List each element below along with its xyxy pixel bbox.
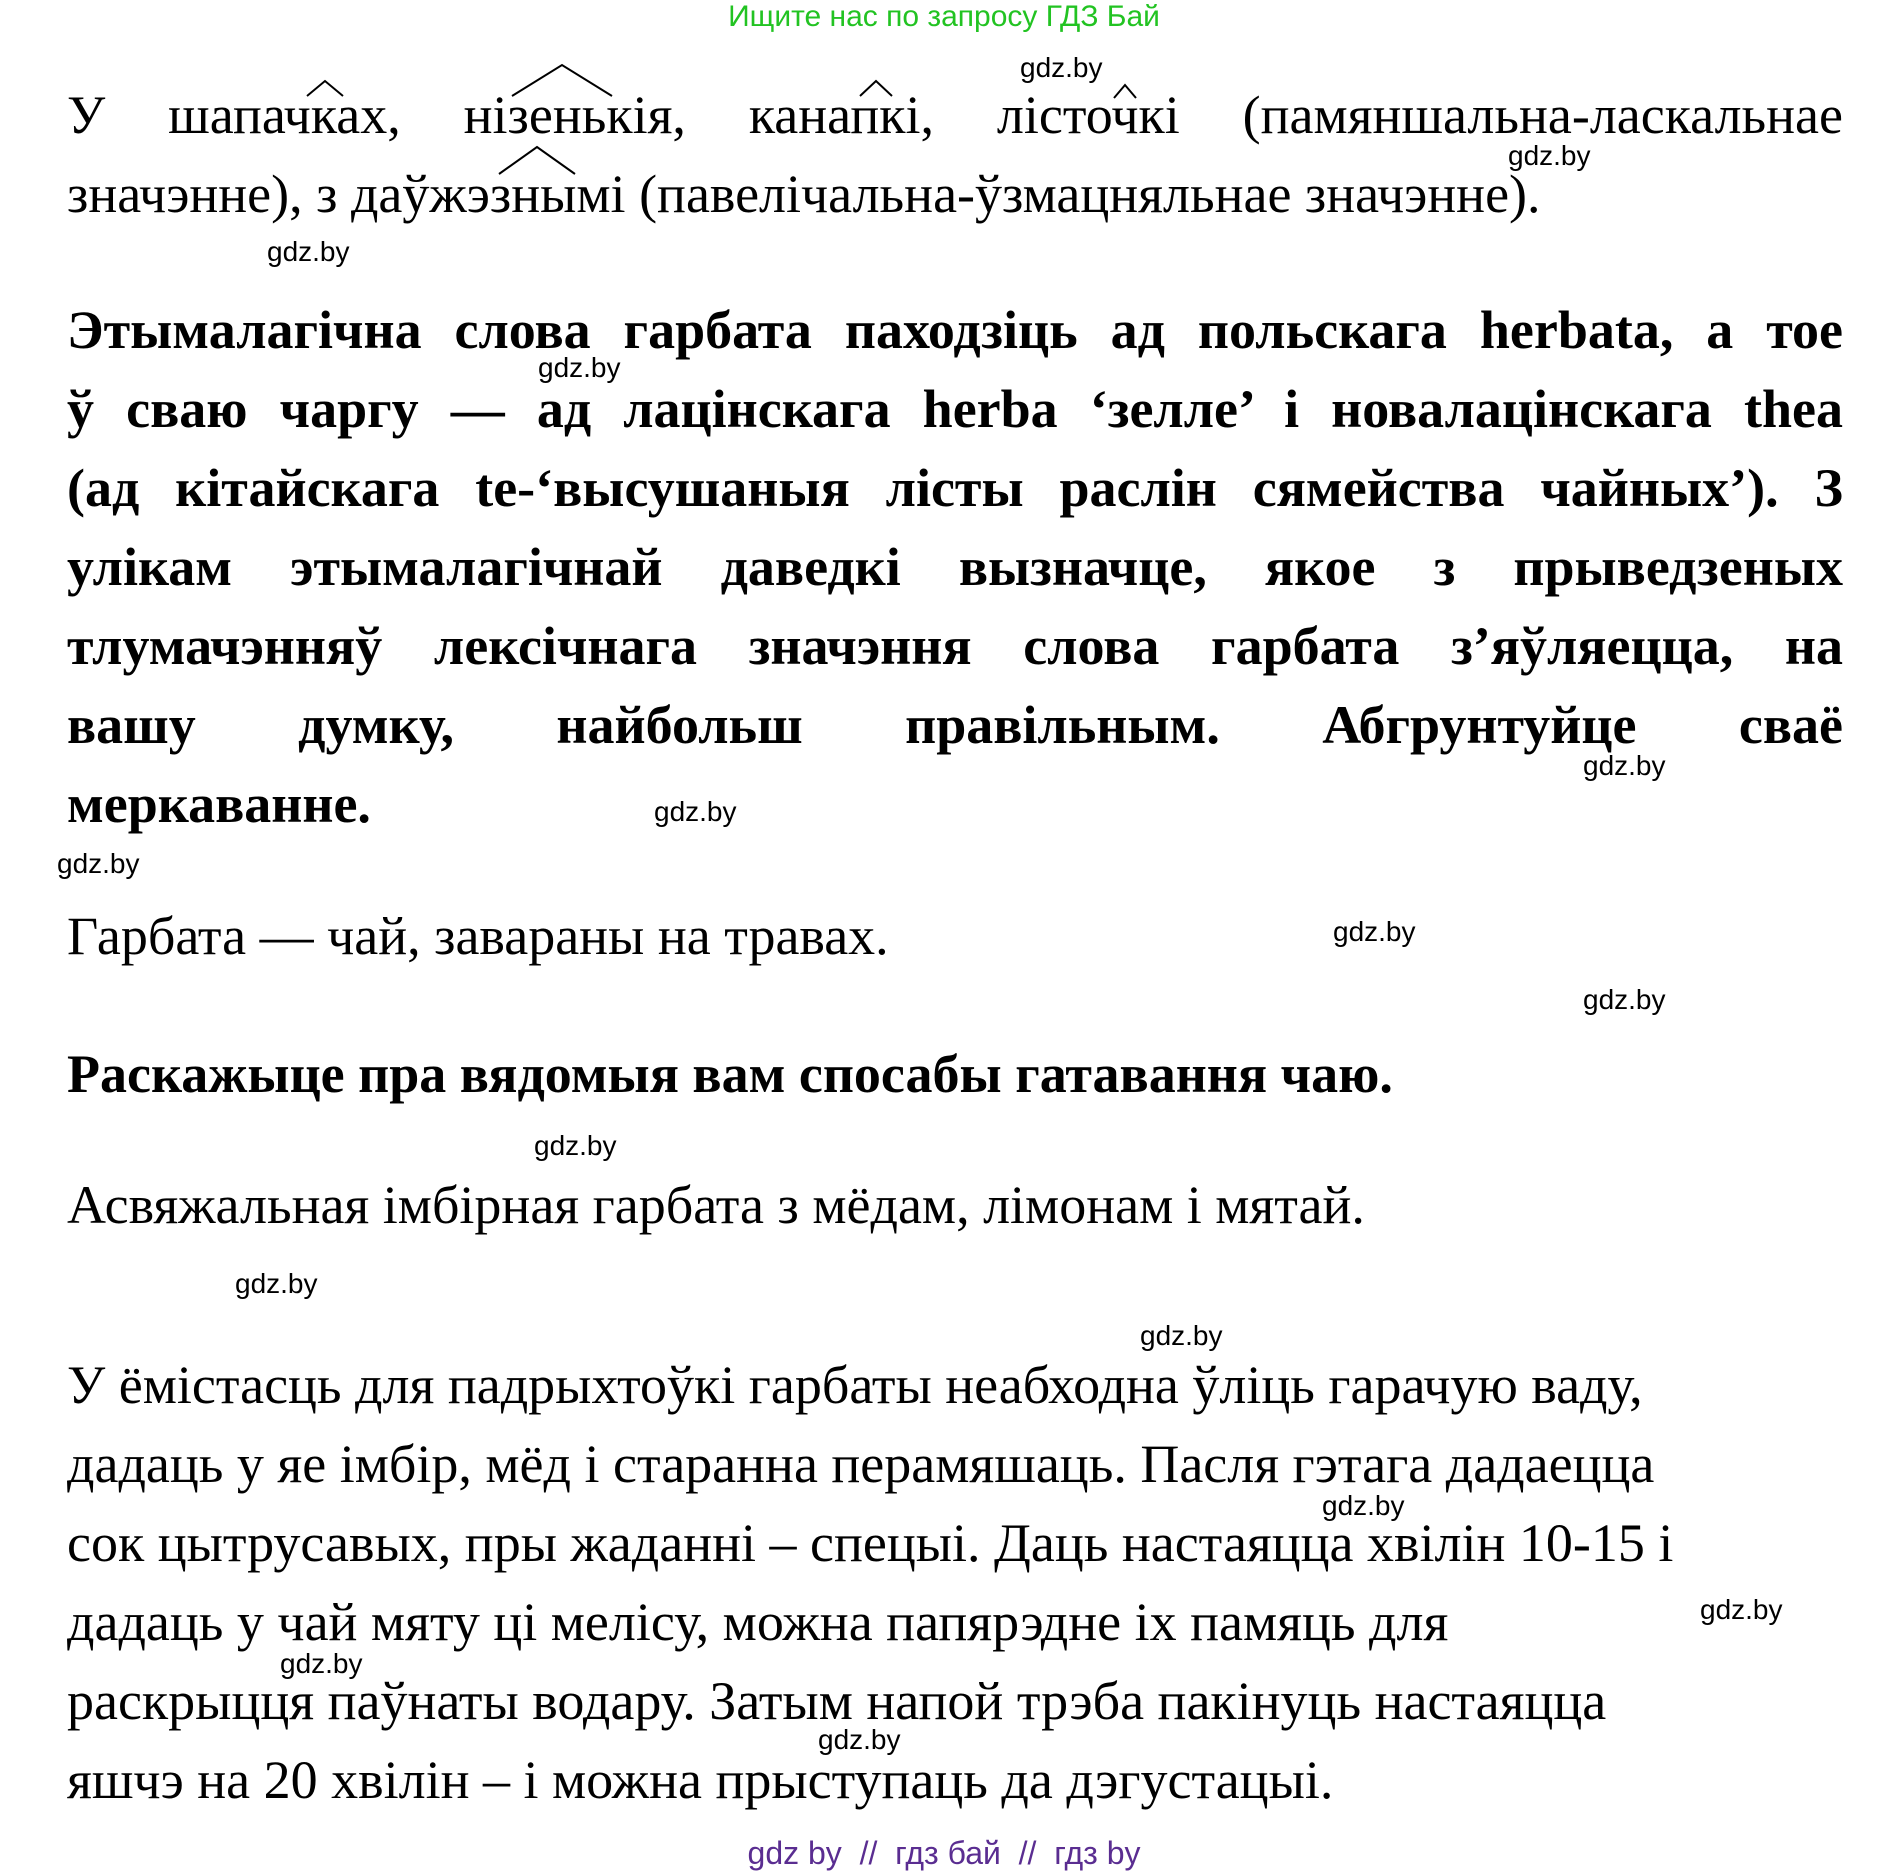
text-line: вашу думку, найбольш правільным. Абгрунтуйце сваё (67, 695, 1843, 755)
text-line: значэнне), з даўжэзнымі (павелічальна-ўзмацняльнае значэнне). (67, 164, 1541, 224)
question-etymology (67, 291, 1843, 844)
text-line: (ад кітайскага te-‘высушаныя лісты раслін сямейства чайных’). З (67, 458, 1843, 518)
footer-links: gdz by // гдз бай // гдз by (747, 1835, 1141, 1871)
watermark: gdz.by (1583, 984, 1666, 1015)
question-tea-methods (67, 1035, 1843, 1114)
text-line: Асвяжальная імбірная гарбата з мёдам, лімонам і мятай. (67, 1175, 1365, 1235)
text-line: Гарбата — чай, завараны на травах. (67, 906, 889, 966)
text-line: меркаванне. (67, 774, 371, 834)
watermark: gdz.by (1322, 1490, 1405, 1521)
text-line: раскрыцця паўнаты водару. Затым напой трэба пакінуць настаяцца (67, 1671, 1607, 1731)
text-line: улікам этымалагічнай даведкі вызначце, якое з прыведзеных (67, 537, 1843, 597)
watermark: gdz.by (818, 1724, 901, 1755)
answer-tea-title (67, 1166, 1843, 1245)
text-line: Этымалагічна слова гарбата паходзіць ад польскага herbata, а тое (67, 300, 1843, 360)
text-line: сок цытрусавых, пры жаданні – спецыі. Даць настаяцца хвілін 10-15 і (67, 1513, 1674, 1573)
watermark: gdz.by (1583, 750, 1666, 781)
top-banner: Ищите нас по запросу ГДЗ Бай (728, 0, 1160, 33)
text-line: яшчэ на 20 хвілін – і можна прыступаць да дэгустацыі. (67, 1750, 1334, 1810)
watermark: gdz.by (280, 1648, 363, 1679)
text-line: У ёмістасць для падрыхтоўкі гарбаты неабходна ўліць гарачую ваду, (67, 1355, 1643, 1415)
watermark: gdz.by (654, 796, 737, 827)
text-line: ў сваю чаргу — ад лацінскага herba ‘зелле’ і новалацінскага thea (67, 379, 1843, 439)
text-line: Раскажыце пра вядомыя вам спосабы гатавання чаю. (67, 1044, 1393, 1104)
watermark: gdz.by (1020, 52, 1103, 83)
answer-definition (67, 897, 1843, 976)
watermark: gdz.by (534, 1130, 617, 1161)
text-line: У шапачках, нізенькія, канапкі, лісточкі (памяншальна-ласкальнае (67, 85, 1843, 145)
watermark: gdz.by (1140, 1320, 1223, 1351)
watermark: gdz.by (57, 848, 140, 879)
watermark: gdz.by (1508, 140, 1591, 171)
watermark: gdz.by (1333, 916, 1416, 947)
answer-tea-recipe (67, 1346, 1843, 1820)
text-line: тлумачэнняў лексічнага значэння слова гарбата з’яўляецца, на (67, 616, 1843, 676)
watermark: gdz.by (267, 236, 350, 267)
text-line: дадаць у яе імбір, мёд і старанна перамяшаць. Пасля гэтага дадаецца (67, 1434, 1655, 1494)
watermark: gdz.by (235, 1268, 318, 1299)
watermark: gdz.by (538, 352, 621, 383)
watermark: gdz.by (1700, 1594, 1783, 1625)
text-line: дадаць у чай мяту ці мелісу, можна папярэдне іх памяць для (67, 1592, 1449, 1652)
